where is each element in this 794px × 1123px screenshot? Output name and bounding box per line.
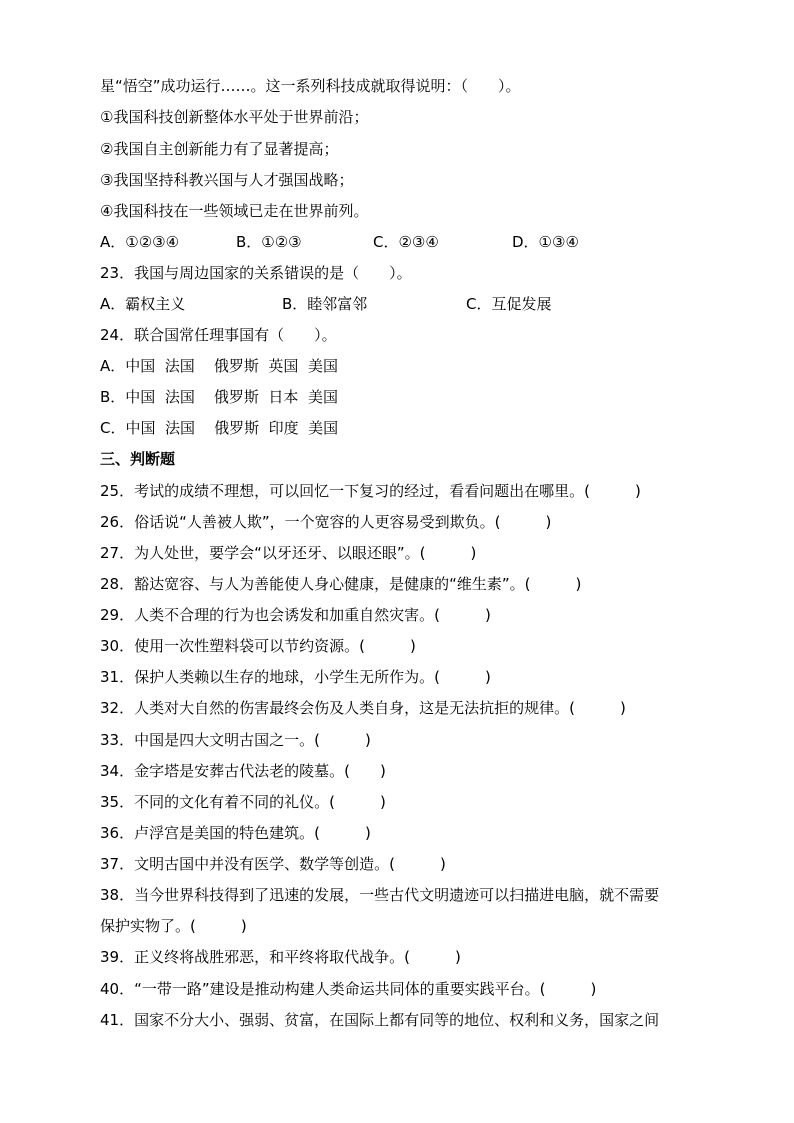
q34: 34．金字塔是安葬古代法老的陵墓。( ) xyxy=(100,762,386,780)
q22-option-a: A．①②③④ xyxy=(100,233,180,251)
q22-stem-continuation: 星“悟空”成功运行……。这一系列科技成就取得说明：（ ）。 xyxy=(100,77,521,95)
q22-statement-4: ④我国科技在一些领域已走在世界前列。 xyxy=(100,202,369,220)
q22-option-c: C．②③④ xyxy=(373,233,439,251)
q36: 36．卢浮宫是美国的特色建筑。( ) xyxy=(100,824,371,842)
q24-option-a: A．中国 法国 俄罗斯 英国 美国 xyxy=(100,357,338,375)
q23-option-c: C．互促发展 xyxy=(466,295,552,313)
q22-option-b: B．①②③ xyxy=(236,233,302,251)
q24-option-c: C．中国 法国 俄罗斯 印度 美国 xyxy=(100,419,339,437)
q31: 31．保护人类赖以生存的地球，小学生无所作为。( ) xyxy=(100,668,491,686)
q28: 28．豁达宽容、与人为善能使人身心健康，是健康的“维生素”。( ) xyxy=(100,575,582,593)
q37: 37．文明古国中并没有医学、数学等创造。( ) xyxy=(100,855,446,873)
q22-statement-2: ②我国自主创新能力有了显著提高； xyxy=(100,140,339,158)
q30: 30．使用一次性塑料袋可以节约资源。( ) xyxy=(100,637,416,655)
q38-line-1: 38．当今世界科技得到了迅速的发展，一些古代文明遗迹可以扫描进电脑，就不需要 xyxy=(100,886,660,904)
q29: 29．人类不合理的行为也会诱发和加重自然灾害。( ) xyxy=(100,606,491,624)
q25: 25．考试的成绩不理想，可以回忆一下复习的经过，看看问题出在哪里。( ) xyxy=(100,482,641,500)
q23-option-a: A．霸权主义 xyxy=(100,295,186,313)
q23-option-b: B．睦邻富邻 xyxy=(282,295,368,313)
section-heading-judgement: 三、判断题 xyxy=(100,450,176,468)
q23-stem: 23．我国与周边国家的关系错误的是（ ）。 xyxy=(100,264,412,282)
q33: 33．中国是四大文明古国之一。( ) xyxy=(100,731,371,749)
q40: 40．“一带一路”建设是推动构建人类命运共同体的重要实践平台。( ) xyxy=(100,980,597,998)
q22-statement-3: ③我国坚持科教兴国与人才强国战略； xyxy=(100,171,354,189)
q27: 27．为人处世，要学会“以牙还牙、以眼还眼”。( ) xyxy=(100,544,477,562)
q26: 26．俗话说“人善被人欺”，一个宽容的人更容易受到欺负。( ) xyxy=(100,513,552,531)
q41: 41．国家不分大小、强弱、贫富，在国际上都有同等的地位、权利和义务，国家之间 xyxy=(100,1011,660,1029)
q22-statement-1: ①我国科技创新整体水平处于世界前沿； xyxy=(100,108,369,126)
q22-option-d: D．①③④ xyxy=(512,233,579,251)
q39: 39．正义终将战胜邪恶，和平终将取代战争。( ) xyxy=(100,948,461,966)
q24-option-b: B．中国 法国 俄罗斯 日本 美国 xyxy=(100,388,338,406)
q38-line-2: 保护实物了。( ) xyxy=(100,917,247,935)
q35: 35．不同的文化有着不同的礼仪。( ) xyxy=(100,793,386,811)
q32: 32．人类对大自然的伤害最终会伤及人类自身，这是无法抗拒的规律。( ) xyxy=(100,699,626,717)
q24-stem: 24．联合国常任理事国有（ ）。 xyxy=(100,326,337,344)
